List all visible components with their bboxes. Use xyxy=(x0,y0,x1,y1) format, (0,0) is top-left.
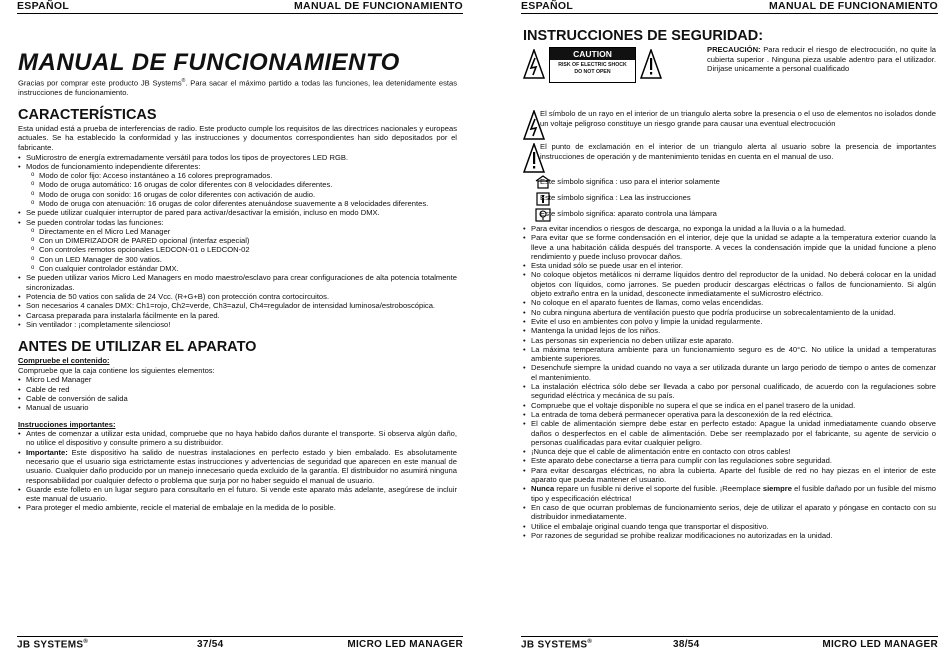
lamp-text: Este símbolo significa: aparato controla una lámpara xyxy=(540,209,717,218)
list-item: • Esta unidad sólo se puede usar en el interior. xyxy=(523,261,936,270)
exclamation-warning-icon xyxy=(640,49,662,79)
header-title: MANUAL DE FUNCIONAMIENTO xyxy=(294,0,463,12)
list-item: • Evite el uso en ambientes con polvo y limpie la unidad regularmente. xyxy=(523,317,936,326)
modes-list xyxy=(18,171,457,208)
list-item: • La máxima temperatura ambiente para un funcionamiento seguro es de 40°C. No utilice la unidad a temperaturas ambiente superiores. xyxy=(523,345,936,364)
list-item: • Por razones de seguridad se prohibe realizar modificaciones no autorizadas en la unidad. xyxy=(523,531,936,540)
caution-row xyxy=(523,47,936,109)
list-item: o Modo de color fijo: Acceso instantáneo a 16 colores preprogramados. xyxy=(31,171,457,180)
list-item: • Mantenga la unidad lejos de los niños. xyxy=(523,326,936,335)
list-item: • No coloque en el aparato fuentes de llamas, como velas encendidas. xyxy=(523,298,936,307)
footer-brand: JB SYSTEMS® xyxy=(521,639,593,651)
list-item: • Antes de comenzar a utilizar esta unidad, compruebe que no haya habido daños durante el transporte. Si observa algún daño, no utilice el dispositivo y consulte primero a su distribuidor. xyxy=(18,429,457,448)
safety-rules-list xyxy=(523,224,936,540)
exclamation-row xyxy=(523,142,936,175)
footer-page-number: 37/54 xyxy=(197,639,224,650)
caution-label-box xyxy=(549,47,636,83)
list-item: o Directamente en el Micro Led Manager xyxy=(31,227,457,236)
list-item: • ¡Nunca deje que el cable de alimentación entre en contacto con otros cables! xyxy=(523,447,936,456)
list-item: • Micro Led Manager xyxy=(18,375,457,384)
footer-brand: JB SYSTEMS® xyxy=(17,639,89,651)
left-content xyxy=(18,50,457,513)
contents-list xyxy=(18,375,457,412)
lightning-explanation: El símbolo de un rayo en el interior de un triangulo alerta sobre la presencia o el uso de elementos no isolados donde un voltaje peligroso constituye un riesgo grande para causar una eventual electrocución xyxy=(540,109,936,128)
header-title: MANUAL DE FUNCIONAMIENTO xyxy=(769,0,938,12)
list-item: • Este aparato debe conectarse a tierra para cumplir con las regulaciones sobre seguridad. xyxy=(523,456,936,465)
list-item: • Utilice el embalaje original cuando tenga que transportar el dispositivo. xyxy=(523,522,936,531)
page-title: MANUAL DE FUNCIONAMIENTO xyxy=(18,49,400,76)
important-list xyxy=(18,429,457,513)
list-item: o Con cualquier controlador estándar DMX. xyxy=(31,264,457,273)
list-item: • Nunca repare un fusible ni derive el soporte del fusible. ¡Reemplace siempre el fusible dañado por un fusible del mismo tipo y especificación eléctrica! xyxy=(523,484,936,503)
list-item: • No cubra ninguna abertura de ventilación puesto que podría producirse un sobrecalentamiento de la unidad. xyxy=(523,308,936,317)
read-text: Este símbolo significa : Lea las instrucciones xyxy=(540,193,691,202)
list-item: • Desenchufe siempre la unidad cuando no vaya a ser utilizada durante un largo periodo de tiempo o antes de comenzar el mantenimiento. xyxy=(523,363,936,382)
list-item: • La entrada de toma deberá permanecer operativa para la desconexión de la red eléctrica. xyxy=(523,410,936,419)
lightning-warning-icon xyxy=(523,49,545,79)
right-content xyxy=(523,28,936,540)
list-item: • El cable de alimentación siempre debe estar en perfecto estado: Apague la unidad inmediatamente cuando observe daños o desperfectos en el cable de alimentación. Debe ser reemplazado por el fabricante, su agente de servicio o personas cualificadas para evitar cualquier peligro. xyxy=(523,419,936,447)
list-item: • SuMicrostro de energía extremadamente versátil para todos los tipos de proyectores LED RGB. xyxy=(18,153,457,162)
page-header xyxy=(521,0,938,14)
safety-heading: INSTRUCCIONES DE SEGURIDAD: xyxy=(523,28,764,44)
lamp-row xyxy=(523,207,936,223)
list-item: o Modo de oruga con atenuación: 16 orugas de color diferentes atenuándose suavemente a 8 velocidades diferentes. xyxy=(31,199,457,208)
list-item: • En caso de que ocurran problemas de funcionamiento serios, deje de utilizar el aparato y póngase en contacto con su distribuidor inmediatamente. xyxy=(523,503,936,522)
list-item: o Con un LED Manager de 300 vatios. xyxy=(31,255,457,264)
lightning-row xyxy=(523,109,936,142)
features-list-2 xyxy=(18,208,457,227)
list-item: • La instalación eléctrica sólo debe ser llevada a cabo por personal cualificado, de acuerdo con la regulaciones sobre seguridad eléctrica y mecánica de su país. xyxy=(523,382,936,401)
footer-product: MICRO LED MANAGER xyxy=(822,639,938,650)
intro-paragraph: Gracias por comprar este producto JB Systems®. Para sacar el máximo partido a todas las funciones, lea detenidamente estas instrucciones de funcionamiento. xyxy=(18,78,457,98)
important-heading: Instrucciones importantes: xyxy=(18,419,116,429)
list-item: • Para proteger el medio ambiente, recicle el material de embalaje en la medida de lo posible. xyxy=(18,503,457,512)
list-item: • Sin ventilador : ¡completamente silencioso! xyxy=(18,320,457,329)
features-list xyxy=(18,153,457,172)
list-item: • Las personas sin experiencia no deben utilizar este aparato. xyxy=(523,336,936,345)
before-use-heading: ANTES DE UTILIZAR EL APARATO xyxy=(18,339,257,356)
footer-product: MICRO LED MANAGER xyxy=(347,639,463,650)
read-row xyxy=(523,191,936,207)
list-item: • Potencia de 50 vatios con salida de 24 Vcc. (R+G+B) con protección contra cortocircuitos. xyxy=(18,292,457,301)
check-contents-heading: Compruebe el contenido: xyxy=(18,356,110,366)
list-item: • Guarde este folleto en un lugar seguro para consultarlo en el futuro. Si vende este aparato más adelante, asegúrese de incluir este manual de usuario. xyxy=(18,485,457,504)
header-language: ESPAÑOL xyxy=(521,0,574,12)
list-item: • Se pueden controlar todas las funciones: xyxy=(18,218,457,227)
list-item: • Carcasa preparada para instalarla fácilmente en la pared. xyxy=(18,311,457,320)
list-item: • Cable de conversión de salida xyxy=(18,394,457,403)
list-item: o Modo de oruga automático: 16 orugas de color diferentes con 8 velocidades diferentes. xyxy=(31,180,457,189)
precaution-text: PRECAUCIÓN: Para reducir el riesgo de electrocución, no quite la cubierta superior . Ninguna pieza usable adentro para el utilizador. Dirijase unicamente a personal cualificado xyxy=(707,45,936,73)
controls-list xyxy=(18,227,457,273)
indoor-text: Este símbolo significa : uso para el interior solamente xyxy=(540,177,720,186)
features-intro: Esta unidad está a prueba de interferencias de radio. Este producto cumple los requisitos de las directrices nacionales y europeas actuales. Se ha establecido la conformidad y las instrucciones y documentos correspondientes han sido depositados por el fabricante. xyxy=(18,123,457,152)
features-list-3 xyxy=(18,273,457,329)
page-header xyxy=(17,0,463,14)
caution-sub-label: RISK OF ELECTRIC SHOCK DO NOT OPEN xyxy=(558,62,627,75)
list-item: • Son necesarios 4 canales DMX: Ch1=rojo, Ch2=verde, Ch3=azul, Ch4=regulador de intensidad luminosa/estroboscópica. xyxy=(18,301,457,310)
list-item: • Importante: Este dispositivo ha salido de nuestras instalaciones en perfecto estado y bien embalado. Es absolutamente necesario que el usuario siga estrictamente estas instrucciones y advertencias de seguridad que aparecen en este manual de usuario. Cualquier daño producido por un manejo innecesario queda excluido de la garantía. El distribuidor no asumirá ninguna responsabilidad por cualquier defecto o problema que surja por no haber seguido el manual de usuario. xyxy=(18,448,457,485)
exclamation-explanation: El punto de exclamación en el interior de un triangulo alerta al usuario sobre la presencia de importantes instrucciones de operación y de mantenimiento tenidas en cuenta en el manual de uso. xyxy=(540,142,936,161)
list-item: o Con controles remotos opcionales LEDCON-01 o LEDCON-02 xyxy=(31,245,457,254)
list-item: • Se pueden utilizar varios Micro Led Managers en modo maestro/esclavo para crear configuraciones de alta potencia totalmente sincronizadas. xyxy=(18,273,457,292)
page-footer xyxy=(17,636,463,652)
features-heading: CARACTERÍSTICAS xyxy=(18,106,157,123)
page-footer xyxy=(521,636,938,652)
list-item: • Para evitar incendios o riesgos de descarga, no exponga la unidad a la lluvia o a la humedad. xyxy=(523,224,936,233)
list-item: • Para evitar descargas eléctricas, no abra la cubierta. Aparte del fusible de red no hay piezas en el interior de este aparato que pueda mantener el usuario. xyxy=(523,466,936,485)
list-item: • No coloque objetos metálicos ni derrame líquidos dentro del reproductor de la unidad. No deberá colocar en la unidad objetos con líquidos, como jarrones. Se pueden producir descargas eléctricas o fallos de funcionamiento. Si algún objeto extraño entra en la unidad, desconecte inmediatamente el suMicrostro eléctrico. xyxy=(523,270,936,298)
indoor-row xyxy=(523,175,936,191)
list-item: • Compruebe que el voltaje disponible no supera el que se indica en el panel trasero de la unidad. xyxy=(523,401,936,410)
caution-label: CAUTION xyxy=(550,48,635,60)
list-item: • Cable de red xyxy=(18,385,457,394)
right-page xyxy=(475,0,950,654)
footer-page-number: 38/54 xyxy=(673,639,700,650)
list-item: • Para evitar que se forme condensación en el interior, deje que la unidad se adapte a la temperatura exterior cuando la lleve a una habitación cálida después del transporte. A veces la condensación impide que la unidad funcione a pleno rendimiento y puede incluso provocar daños. xyxy=(523,233,936,261)
list-item: • Manual de usuario xyxy=(18,403,457,412)
list-item: o Modo de oruga con sonido: 16 orugas de color diferentes con activación de audio. xyxy=(31,190,457,199)
check-contents-intro: Compruebe que la caja contiene los siguientes elementos: xyxy=(18,365,215,375)
list-item: • Modos de funcionamiento independiente diferentes: xyxy=(18,162,457,171)
list-item: o Con un DIMERIZADOR de PARED opcional (interfaz especial) xyxy=(31,236,457,245)
list-item: • Se puede utilizar cualquier interruptor de pared para activar/desactivar la emisión, incluso en modo DMX. xyxy=(18,208,457,217)
header-language: ESPAÑOL xyxy=(17,0,70,12)
